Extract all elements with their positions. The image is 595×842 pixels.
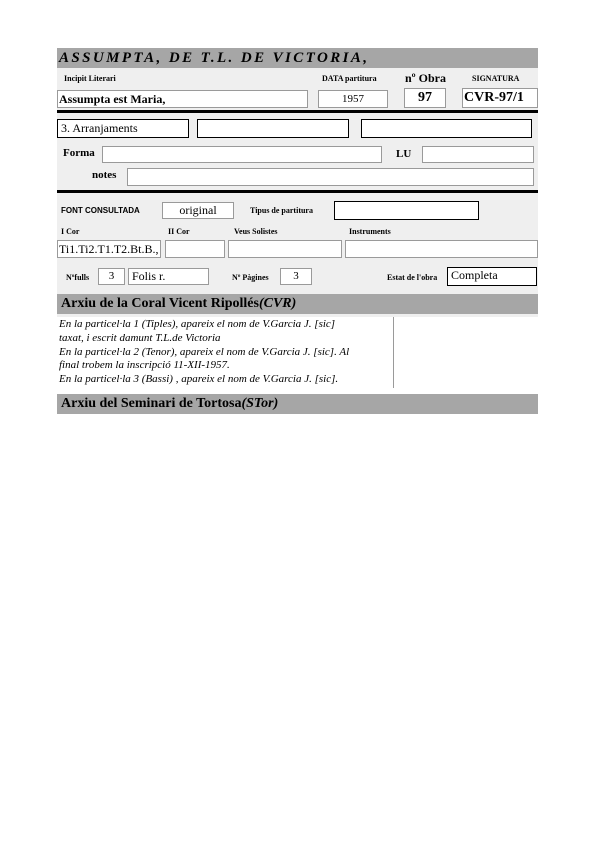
data-partitura-label: DATA partitura xyxy=(322,74,377,83)
incipit-label: Incipit Literari xyxy=(64,74,116,83)
font-consultada-field[interactable]: original xyxy=(162,202,234,219)
i-cor-field[interactable]: Ti1.Ti2.T1.T2.Bt.B., xyxy=(57,240,161,258)
category-field-2[interactable] xyxy=(197,119,349,138)
num-pagines-label: Nº Pàgines xyxy=(232,273,269,282)
tipus-partitura-label: Tipus de partitura xyxy=(250,206,313,215)
archive-name: Arxiu del Seminari de Tortosa xyxy=(61,396,242,411)
i-cor-label: I Cor xyxy=(61,227,80,236)
num-obra-label: nº Obra xyxy=(405,71,446,85)
note-line: En la particel·la 3 (Bassi) , apareix el nom de V.Garcia J. [sic]. xyxy=(59,373,339,386)
forma-field[interactable] xyxy=(102,146,382,163)
divider xyxy=(57,110,538,113)
ii-cor-field[interactable] xyxy=(165,240,225,258)
lu-label: LU xyxy=(396,148,412,160)
folis-field[interactable]: Folis r. xyxy=(128,268,209,285)
column-divider xyxy=(393,317,394,388)
notes-field[interactable] xyxy=(127,168,534,186)
veus-solistes-label: Veus Solistes xyxy=(234,227,278,236)
num-pagines-field[interactable]: 3 xyxy=(280,268,312,285)
num-fulls-label: Nºfulls xyxy=(66,273,90,282)
veus-solistes-field[interactable] xyxy=(228,240,342,258)
archive-notes xyxy=(59,318,391,387)
instruments-label: Instruments xyxy=(349,227,391,236)
num-obra-field[interactable]: 97 xyxy=(404,88,446,108)
category-field-3[interactable] xyxy=(361,119,532,138)
category-field[interactable]: 3. Arranjaments xyxy=(57,119,189,138)
lu-field[interactable] xyxy=(422,146,534,163)
instruments-field[interactable] xyxy=(345,240,538,258)
archive-code: (STor) xyxy=(241,396,279,411)
data-partitura-field[interactable]: 1957 xyxy=(318,90,388,108)
tipus-partitura-field[interactable] xyxy=(334,201,479,220)
num-fulls-field[interactable]: 3 xyxy=(98,268,125,285)
forma-label: Forma xyxy=(63,147,95,159)
archive-name: Arxiu de la Coral Vicent Ripollés xyxy=(61,296,259,311)
estat-obra-label: Estat de l'obra xyxy=(387,273,438,282)
estat-obra-field[interactable]: Completa xyxy=(447,267,537,286)
work-title: ASSUMPTA, DE T.L. DE VICTORIA, xyxy=(59,50,370,66)
signatura-label: SIGNATURA xyxy=(472,74,520,83)
archive-title xyxy=(61,394,278,414)
incipit-field[interactable]: Assumpta est Maria, xyxy=(57,90,308,108)
signatura-field[interactable]: CVR-97/1 xyxy=(462,88,538,108)
note-line: final trobem la inscripció 11-XII-1957. xyxy=(59,359,230,372)
font-consultada-label: FONT CONSULTADA xyxy=(61,206,140,215)
ii-cor-label: II Cor xyxy=(168,227,190,236)
note-line: En la particel·la 1 (Tiples), apareix el nom de V.Garcia J. [sic] xyxy=(59,318,336,330)
archive-title xyxy=(61,294,296,314)
note-line: En la particel·la 2 (Tenor), apareix el nom de V.Garcia J. [sic]. Al xyxy=(59,345,350,358)
notes-label: notes xyxy=(92,169,117,181)
note-line: taxat, i escrit damunt T.L.de Victoria xyxy=(59,331,221,344)
divider xyxy=(57,190,538,193)
archive-code: (CVR) xyxy=(258,296,297,311)
